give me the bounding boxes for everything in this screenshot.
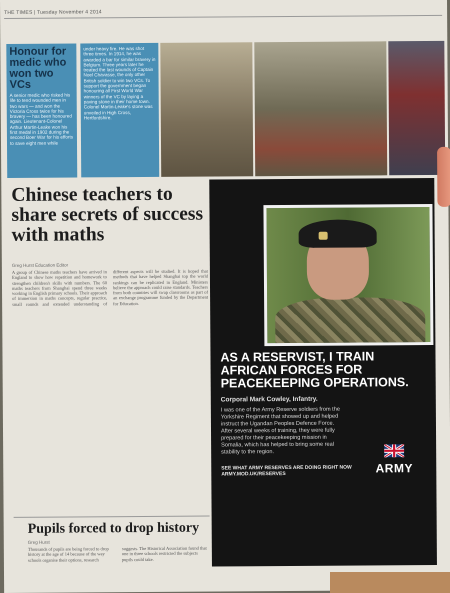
second-article-body: Thousands of pupils are being forced to drop history at the age of 14 because of the way schools organise their options, research suggests. The Historical Association found that one in three schools restricted the subjects pupils could take. <box>27 545 207 563</box>
cap-badge <box>319 232 328 240</box>
beret <box>299 219 377 248</box>
article-headline: Chinese teachers to share secrets of success with maths <box>11 183 204 246</box>
camouflage-uniform <box>275 297 425 346</box>
honour-box-col2 <box>80 43 159 178</box>
article-body: A group of Chinese maths teachers have arrived in England to show how repetition and homework to strengthen children's skills with numbers. The 60 maths teachers from Shanghai spend three weeks working in English primary schools. Their approach of immersion in maths concepts, regular practice, small rounds and extended understanding of different aspects will be studied. It is hoped that methods that have helped Shanghai top the world rankings can be replicated in England. Ministers believe the approach could raise standards. Teachers from both countries will swap classrooms as part of an exchange programme funded by the Department for Education. <box>11 268 209 307</box>
advert-call-to-action: SEE WHAT ARMY RESERVES ARE DOING RIGHT NOW ARMY.MOD.UK/RESERVES <box>221 464 352 478</box>
ceremony-photo <box>254 41 387 176</box>
honour-body-col2: under heavy fire. He was shot three times. In 1914, he was awarded a bar for similar bravery in Belgium. Three years later he treated the last wounds of Captain Noel Chavasse, the only other British soldier to win two VCs. To support the government began honouring all First World War winners of the VC by laying a paving stone in their home town. Colonel Martin-Leake's stone was unveiled in High Cross, Hertfordshire. <box>83 45 156 121</box>
second-article-byline: Greg Hurst <box>27 539 50 545</box>
union-flag-icon <box>384 444 404 457</box>
table-surface <box>330 572 450 593</box>
army-logo <box>371 444 417 477</box>
portrait-photo <box>160 42 253 177</box>
thumb <box>437 147 450 207</box>
advert-soldier-name: Corporal Mark Cowley, Infantry. <box>220 395 318 404</box>
honour-box <box>6 43 77 177</box>
section-rule <box>14 516 210 518</box>
advert-headline: AS A RESERVIST, I TRAIN AFRICAN FORCES FOR PEACEKEEPING OPERATIONS. <box>220 349 409 391</box>
advert-body: I was one of the Army Reserve soldiers from the Yorkshire Regiment that showed up and helped instruct the Ugandan Peoples Defence Force. After several weeks of training, they were fully prepared for their peacekeeping mission in Somalia, which has helped to bring some real stability to the region. <box>220 406 340 456</box>
second-article-headline: Pupils forced to drop history <box>27 520 200 537</box>
masthead: THE TIMES | Tuesday November 4 2014 <box>4 9 102 16</box>
army-advert <box>209 178 437 567</box>
soldier-photo <box>263 204 433 346</box>
honour-body-col1: A senior medic who risked his life to tend wounded men in two wars — and won the Victoria Cross twice for his bravery — has been honoured again. Lieutenant-Colonel Arthur Martin-Leake won his first medal in 1902 during the second Boer War for his efforts to save eight men while <box>9 92 74 146</box>
honour-title: Honour for medic who won two VCs <box>9 45 67 91</box>
army-wordmark: ARMY <box>375 461 413 476</box>
article-byline: Greg Hurst Education Editor <box>11 262 69 268</box>
